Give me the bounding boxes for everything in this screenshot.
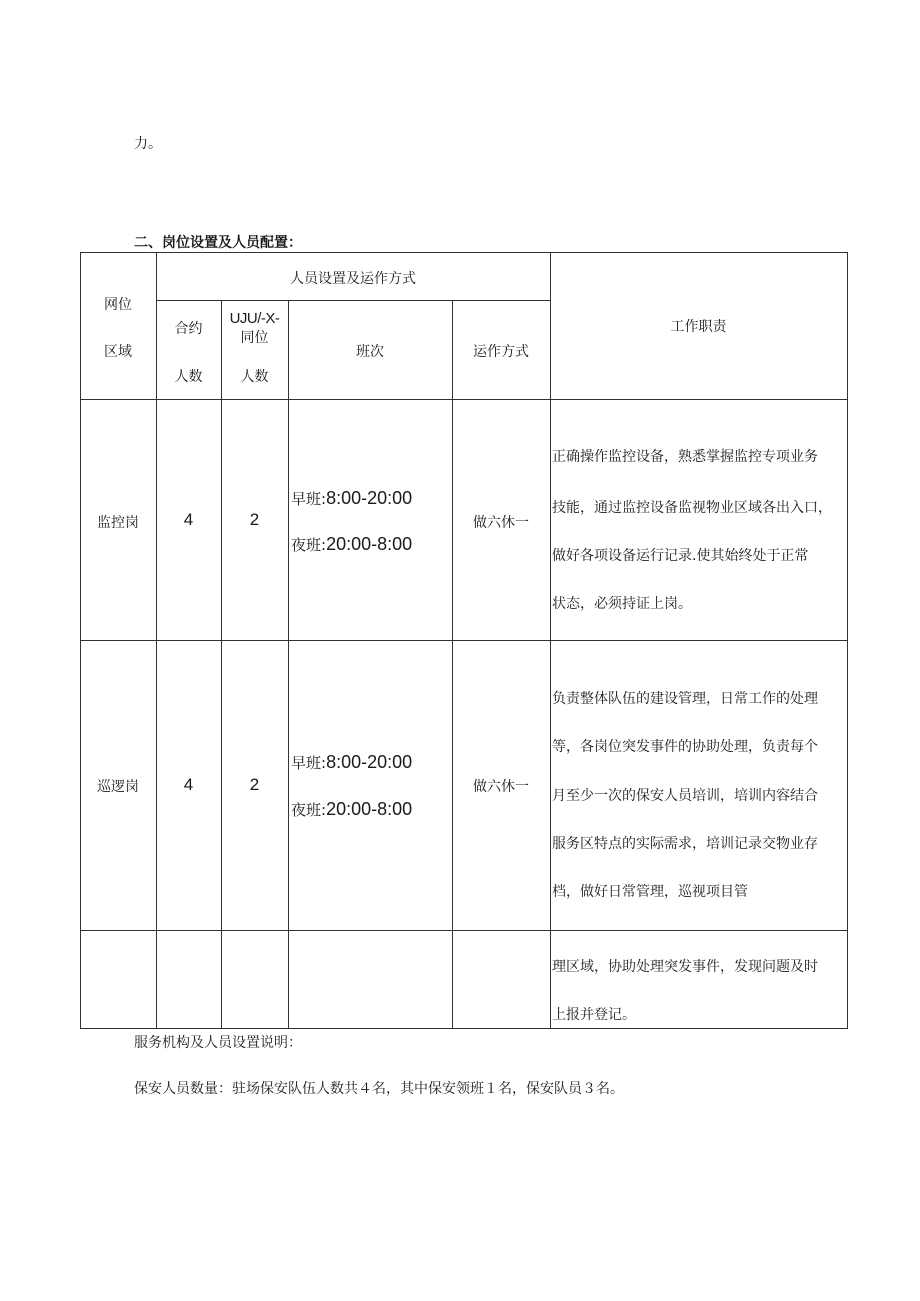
row1-shift-night-time: 20:00-8:00 [326, 534, 413, 554]
note-line: 保安人员数量：驻场保安队伍人数共４名，其中保安领班１名，保安队员３名。 [134, 1081, 624, 1097]
row1-area: 监控岗 [97, 515, 139, 531]
header-shift: 班次 [356, 344, 384, 360]
header-mode: 运作方式 [473, 344, 529, 360]
row1-shift-day-time: 8:00-20:00 [326, 488, 413, 508]
row2-contract: 4 [183, 775, 194, 794]
table-group-divider [156, 300, 551, 301]
table-row-divider-1 [80, 640, 848, 641]
row3-duty-line2: 上报并登记。 [552, 1007, 636, 1023]
row1-duty-line2: 技能，通过监控设备监视物业区域各出入口， [552, 500, 832, 516]
header-duty: 工作职责 [670, 319, 727, 335]
header-area-line2: 区域 [104, 344, 132, 360]
section-heading: 二、岗位设置及人员配置： [134, 235, 302, 251]
row2-duty-line3: 月至少一次的保安人员培训，培训内容结合 [552, 788, 818, 804]
row1-shift-day-label: 早班: [291, 490, 327, 508]
table-row-divider-2 [80, 930, 848, 931]
header-area-line1: 网位 [104, 297, 132, 313]
row2-post: 2 [249, 775, 260, 794]
table-border-bottom [80, 1028, 848, 1029]
row2-duty-line1: 负责整体队伍的建设管理，日常工作的处理 [552, 691, 818, 707]
header-group-title: 人员设置及运作方式 [290, 271, 416, 287]
row3-duty-line1: 理区域，协助处理突发事件，发现问题及时 [552, 959, 818, 975]
table-col-divider-2 [221, 300, 222, 1029]
header-post-line1: UJU/-X- [229, 310, 280, 327]
row1-contract: 4 [183, 510, 194, 529]
row2-duty-line2: 等，各岗位突发事件的协助处理，负责每个 [552, 739, 818, 755]
row2-shift-day [291, 752, 412, 773]
note-heading: 服务机构及人员设置说明： [134, 1035, 302, 1051]
row2-shift-day-label: 早班: [291, 754, 327, 772]
row1-shift-night-label: 夜班: [291, 536, 327, 554]
row1-shift-night [291, 534, 412, 555]
row1-post: 2 [249, 510, 260, 529]
row1-duty-line3: 做好各项设备运行记录.使其始终处于正常 [552, 548, 809, 564]
table-border-left [80, 252, 81, 1029]
row2-shift-day-time: 8:00-20:00 [326, 752, 413, 772]
row2-area: 巡逻岗 [97, 779, 139, 795]
row1-duty-line1: 正确操作监控设备，熟悉掌握监控专项业务 [552, 449, 818, 465]
table-col-divider-4 [452, 300, 453, 1029]
header-post-line3: 人数 [240, 369, 269, 385]
row2-shift-night-time: 20:00-8:00 [326, 799, 413, 819]
table-header-bottom [80, 399, 848, 400]
table-col-divider-5 [550, 252, 551, 1029]
header-contract-line1: 合约 [174, 321, 203, 337]
row2-mode: 做六休一 [473, 779, 529, 795]
row2-duty-line4: 服务区特点的实际需求，培训记录交物业存 [552, 836, 818, 852]
intro-tail-text: 力。 [134, 136, 162, 152]
header-post-line2: 同位 [240, 330, 269, 346]
row2-shift-night-label: 夜班: [291, 801, 327, 819]
table-border-top [80, 252, 848, 253]
row1-duty-line4: 状态，必须持证上岗。 [552, 596, 692, 612]
header-contract-line2: 人数 [174, 369, 203, 385]
table-col-divider-3 [288, 300, 289, 1029]
row1-shift-day [291, 488, 412, 509]
row1-mode: 做六休一 [473, 515, 529, 531]
row2-duty-line5: 档，做好日常管理，巡视项目管 [552, 884, 748, 900]
row2-shift-night [291, 799, 412, 820]
table-border-right [847, 252, 848, 1029]
